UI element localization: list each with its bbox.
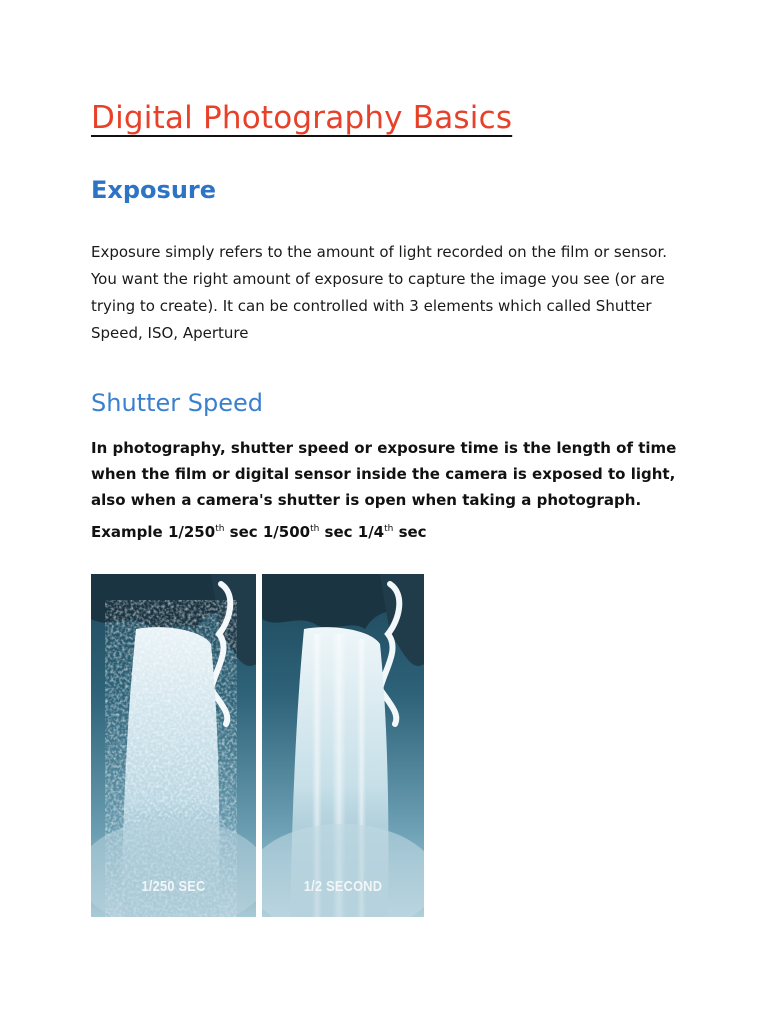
waterfall-silky-image: [262, 574, 424, 917]
shutter-speed-example: Example 1/250th sec 1/500th sec 1/4th sec: [91, 523, 427, 541]
shutter-speed-paragraph: In photography, shutter speed or exposure time is the length of time when the film or digital sensor inside the camera is exposed to light, also when a camera's shutter is open when taking a photograph.: [91, 439, 677, 509]
waterfall-photo-fast-shutter: [91, 574, 256, 917]
exposure-paragraph: Exposure simply refers to the amount of light recorded on the film or sensor. You want the right amount of exposure to capture the image you see (or are trying to create). It can be controlled with 3 elements which called Shutter Speed, ISO, Aperture: [91, 243, 668, 342]
photo-label-fast: 1/250 SEC: [141, 878, 206, 895]
shutter-speed-heading: Shutter Speed: [91, 389, 263, 417]
waterfall-photo-slow-shutter: [262, 574, 424, 917]
waterfall-frozen-image: [91, 574, 256, 917]
photo-label-slow: 1/2 SECOND: [303, 878, 383, 895]
document-title: Digital Photography Basics: [91, 100, 513, 136]
exposure-heading: Exposure: [91, 176, 217, 204]
